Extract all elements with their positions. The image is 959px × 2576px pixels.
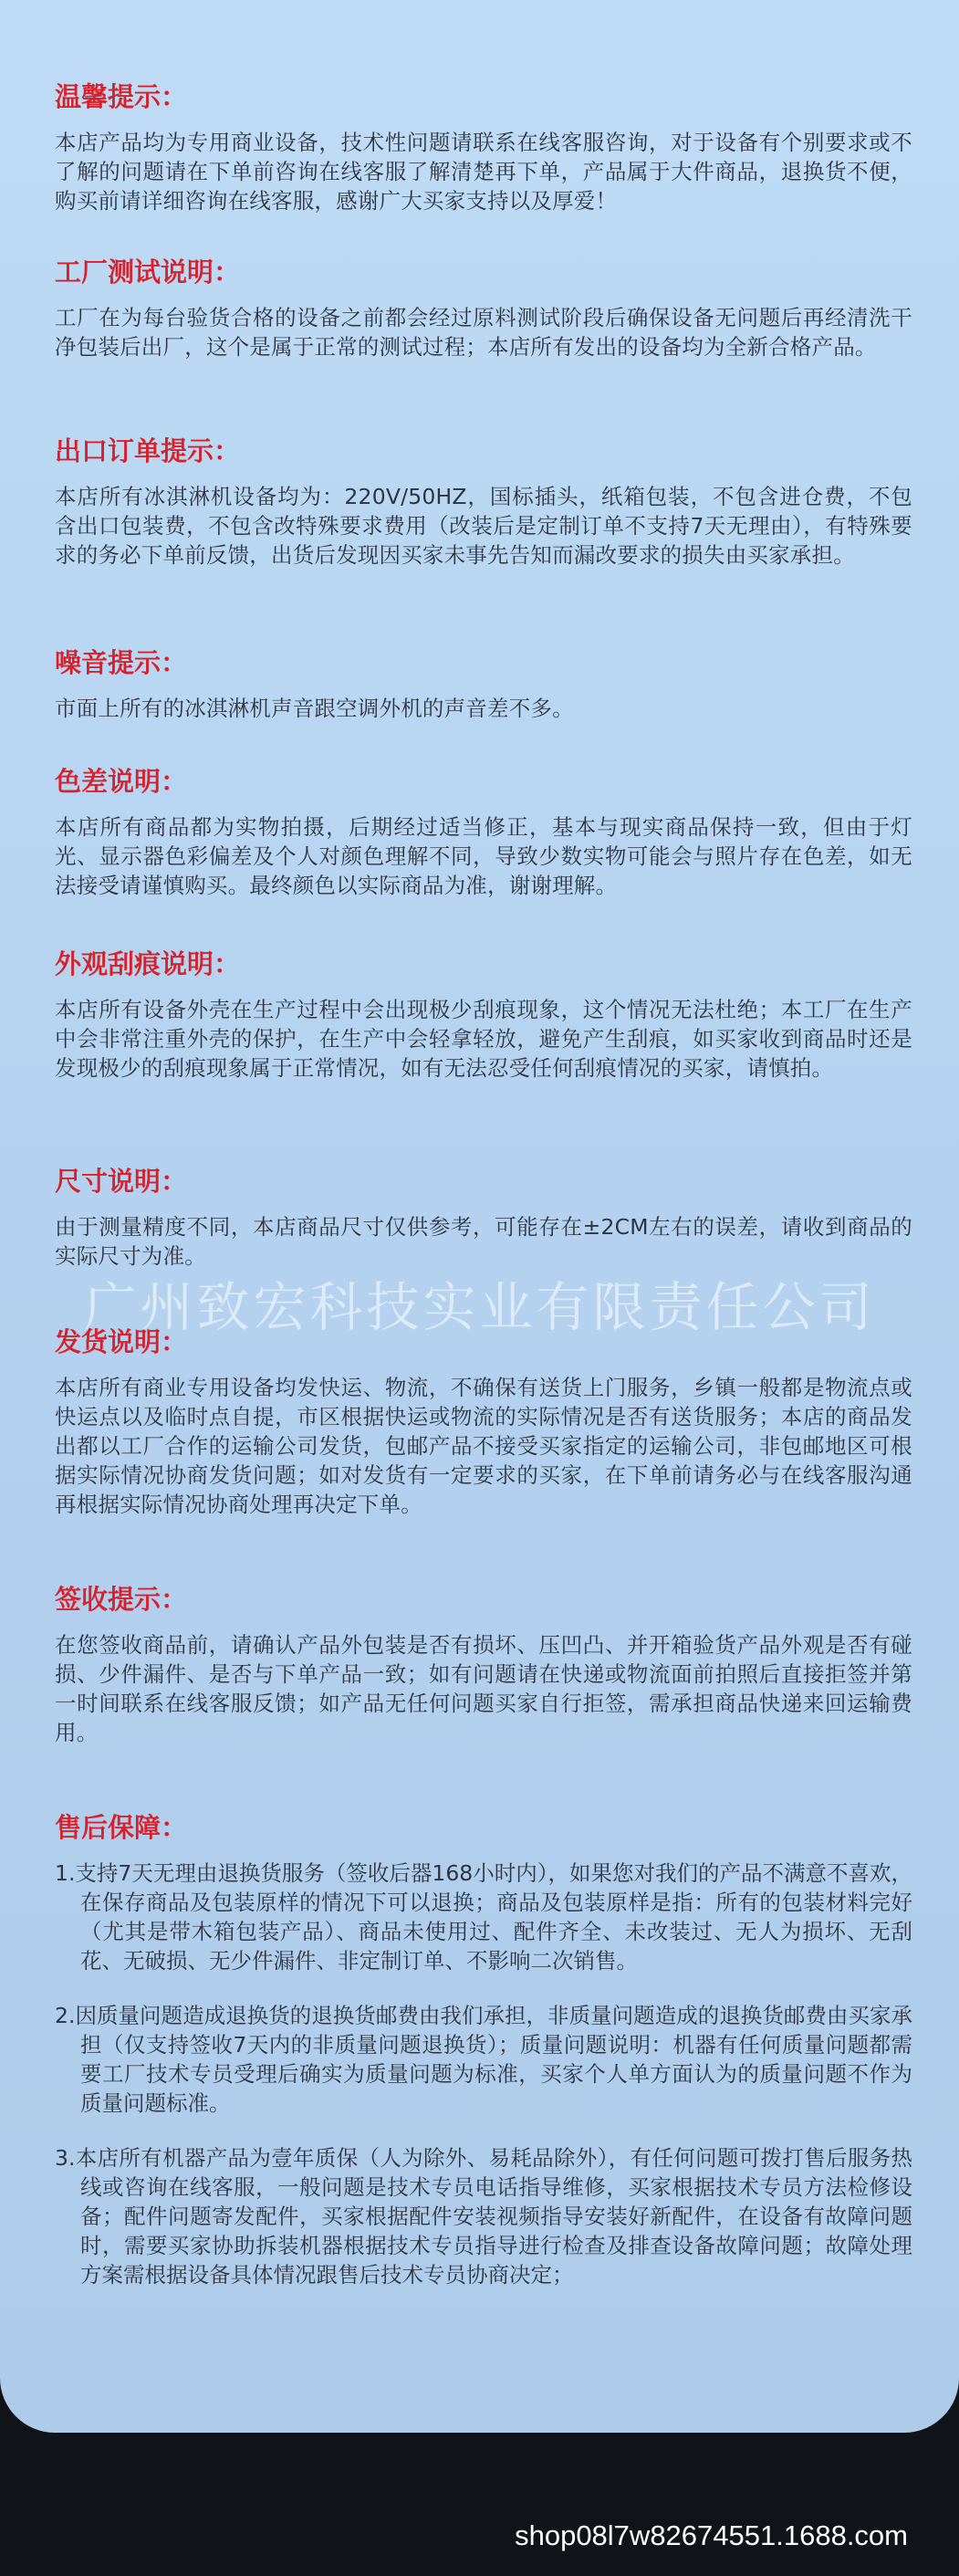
section-title: 外观刮痕说明： bbox=[55, 948, 241, 979]
section-scratch bbox=[55, 946, 912, 1083]
section-text: 本店所有商品都为实物拍摄，后期经过适当修正，基本与现实商品保持一致，但由于灯光、显示器色彩偏差及个人对颜色理解不同，导致少数实物可能会与照片存在色差，如无法接受请谨慎购买。最终颜色以实际商品为准，谢谢理解。 bbox=[55, 814, 912, 898]
aftersale-item: 3.本店所有机器产品为壹年质保（人为除外、易耗品除外），有任何问题可拨打售后服务热线或咨询在线客服，一般问题是技术专员电话指导维修，买家根据技术专员方法检修设备；配件问题寄发配件，买家根据配件安装视频指导安装好新配件，在设备有故障问题时，需要买家协助拆装机器根据技术专员指导进行检查及排查设备故障问题；故障处理方案需根据设备具体情况跟售后技术专员协商决定； bbox=[55, 2145, 912, 2288]
section-title: 售后保障： bbox=[55, 1812, 188, 1843]
section-noise bbox=[55, 644, 912, 723]
section-text: 市面上所有的冰淇淋机声音跟空调外机的声音差不多。 bbox=[55, 696, 574, 721]
company-watermark: 广州致宏科技实业有限责任公司 bbox=[83, 1276, 876, 1338]
section-color-difference bbox=[55, 763, 912, 900]
section-factory-test bbox=[55, 254, 912, 361]
section-title: 色差说明： bbox=[55, 766, 188, 797]
section-title: 尺寸说明： bbox=[55, 1166, 188, 1197]
section-size bbox=[55, 1163, 912, 1271]
section-title: 噪音提示： bbox=[55, 647, 188, 678]
section-text: 本店产品均为专用商业设备，技术性问题请联系在线客服咨询，对于设备有个别要求或不了解的问题请在下单前咨询在线客服了解清楚再下单，产品属于大件商品，退换货不便，购买前请详细咨询在线客服，感谢广大买家支持以及厚爱！ bbox=[55, 130, 912, 214]
section-shipping bbox=[55, 1324, 912, 1519]
section-text: 由于测量精度不同，本店商品尺寸仅供参考，可能存在±2CM左右的误差，请收到商品的实际尺寸为准。 bbox=[55, 1214, 912, 1269]
section-title: 出口订单提示： bbox=[55, 435, 241, 466]
section-text: 在您签收商品前，请确认产品外包装是否有损坏、压凹凸、并开箱验货产品外观是否有碰损、少件漏件、是否与下单产品一致；如有问题请在快递或物流面前拍照后直接拒签并第一时间联系在线客服反馈；如产品无任何问题买家自行拒签，需承担商品快递来回运输费用。 bbox=[55, 1632, 912, 1745]
aftersale-item: 1.支持7天无理由退换货服务（签收后器168小时内），如果您对我们的产品不满意不喜欢，在保存商品及包装原样的情况下可以退换；商品及包装原样是指：所有的包装材料完好（尤其是带木箱包装产品）、商品未使用过、配件齐全、未改装过、无人为损坏、无刮花、无破损、无少件漏件、非定制订单、不影响二次销售。 bbox=[55, 1860, 912, 1974]
section-receipt bbox=[55, 1581, 912, 1747]
section-warm-tips bbox=[55, 79, 912, 215]
section-title: 工厂测试说明： bbox=[55, 257, 241, 288]
section-text: 本店所有冰淇淋机设备均为：220V/50HZ，国标插头，纸箱包装，不包含进仓费，不包含出口包装费，不包含改特殊要求费用（改装后是定制订单不支持7天无理由），有特殊要求的务必下单前反馈，出货后发现因买家未事先告知而漏改要求的损失由买家承担。 bbox=[55, 484, 912, 568]
section-text: 本店所有商业专用设备均发快运、物流，不确保有送货上门服务，乡镇一般都是物流点或快运点以及临时点自提，市区根据快运或物流的实际情况是否有送货服务；本店的商品发出都以工厂合作的运输公司发货，包邮产品不接受买家指定的运输公司，非包邮地区可根据实际情况协商发货问题；如对发货有一定要求的买家，在下单前请务必与在线客服沟通再根据实际情况协商处理再决定下单。 bbox=[55, 1375, 912, 1517]
section-export-order bbox=[55, 433, 912, 570]
section-title: 发货说明： bbox=[55, 1326, 188, 1357]
section-aftersale bbox=[55, 1809, 912, 2315]
aftersale-item: 2.因质量问题造成退换货的退换货邮费由我们承担，非质量问题造成的退换货邮费由买家承担（仅支持签收7天内的非质量问题退换货）；质量问题说明：机器有任何质量问题都需要工厂技术专员受理后确实为质量问题为标准，买家个人单方面认为的质量问题不作为质量问题标准。 bbox=[55, 2003, 912, 2116]
section-title: 签收提示： bbox=[55, 1584, 188, 1615]
section-title: 温馨提示： bbox=[55, 81, 188, 112]
shop-url: shop08l7w82674551.1688.com bbox=[515, 2519, 908, 2551]
section-text: 本店所有设备外壳在生产过程中会出现极少刮痕现象，这个情况无法杜绝；本工厂在生产中会非常注重外壳的保护，在生产中会轻拿轻放，避免产生刮痕，如买家收到商品时还是发现极少的刮痕现象属于正常情况，如有无法忍受任何刮痕情况的买家，请慎拍。 bbox=[55, 997, 912, 1081]
section-text: 工厂在为每台验货合格的设备之前都会经过原料测试阶段后确保设备无问题后再经清洗干净包装后出厂，这个是属于正常的测试过程；本店所有发出的设备均为全新合格产品。 bbox=[55, 305, 912, 360]
